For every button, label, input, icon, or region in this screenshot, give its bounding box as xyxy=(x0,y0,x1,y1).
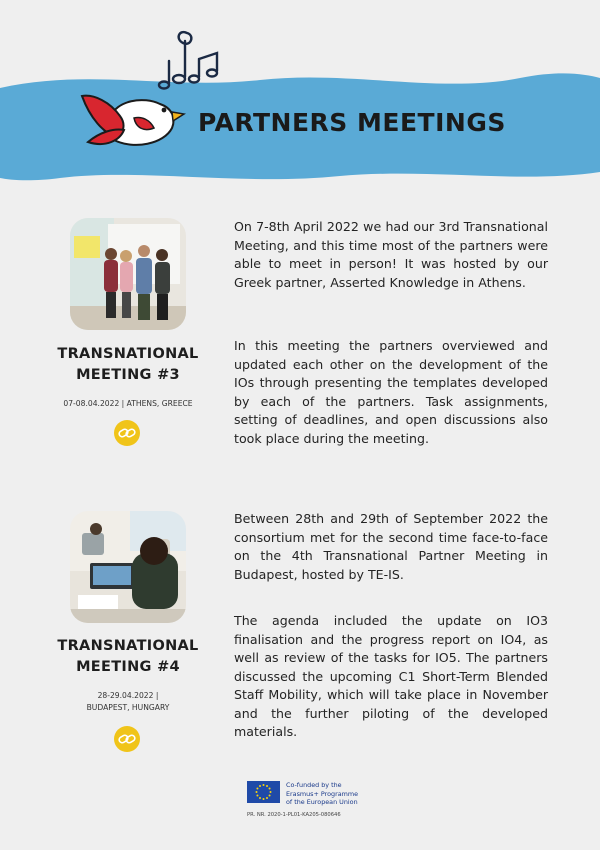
meeting-4-title: TRANSNATIONAL MEETING #4 xyxy=(57,638,199,675)
eu-cofunding-text: Co-funded by the Erasmus+ Programme of the European Union xyxy=(286,781,359,806)
link-icon[interactable] xyxy=(113,725,141,753)
eu-flag-icon xyxy=(247,781,280,803)
meeting-4-date-location: 28-29.04.2022 | BUDAPEST, HUNGARY xyxy=(86,691,170,712)
meeting-3-title: TRANSNATIONAL MEETING #3 xyxy=(57,346,199,383)
meeting-3-photo xyxy=(70,218,186,330)
meeting-3-paragraph-2: In this meeting the partners overviewed and updated each other on the development of the IOs through presenting the templates developed by each of the partners. Task assignments, setting of deadlines, and open discussions also took place during the meeting. xyxy=(234,338,548,446)
meeting-4-paragraph-2: The agenda included the update on IO3 finalisation and the progress report on IO4, as well as review of the tasks for IO5. The partners discussed the upcoming C1 Short-Term Blended Staff Mobility, which will take place in November and the further piloting of the developed materials. xyxy=(234,613,548,739)
bird-mascot-icon xyxy=(80,88,186,154)
meeting-4-photo xyxy=(70,511,186,623)
meeting-4-paragraph-1: Between 28th and 29th of September 2022 the consortium met for the second time face-to-face on the 4th Transnational Partner Meeting in Budapest, hosted by TE-IS. xyxy=(234,511,548,582)
page-title: PARTNERS MEETINGS xyxy=(198,108,506,137)
project-number: PR. NR. 2020-1-PL01-KA205-080646 xyxy=(247,812,341,818)
meeting-3-paragraph-1: On 7-8th April 2022 we had our 3rd Transnational Meeting, and this time most of the partners were able to meet in person! It was hosted by our Greek partner, Asserted Knowledge in Athens. xyxy=(234,219,548,290)
meeting-3-date-location: 07-08.04.2022 | ATHENS, GREECE xyxy=(63,399,193,408)
link-icon[interactable] xyxy=(113,419,141,447)
music-notes-icon xyxy=(155,25,235,95)
